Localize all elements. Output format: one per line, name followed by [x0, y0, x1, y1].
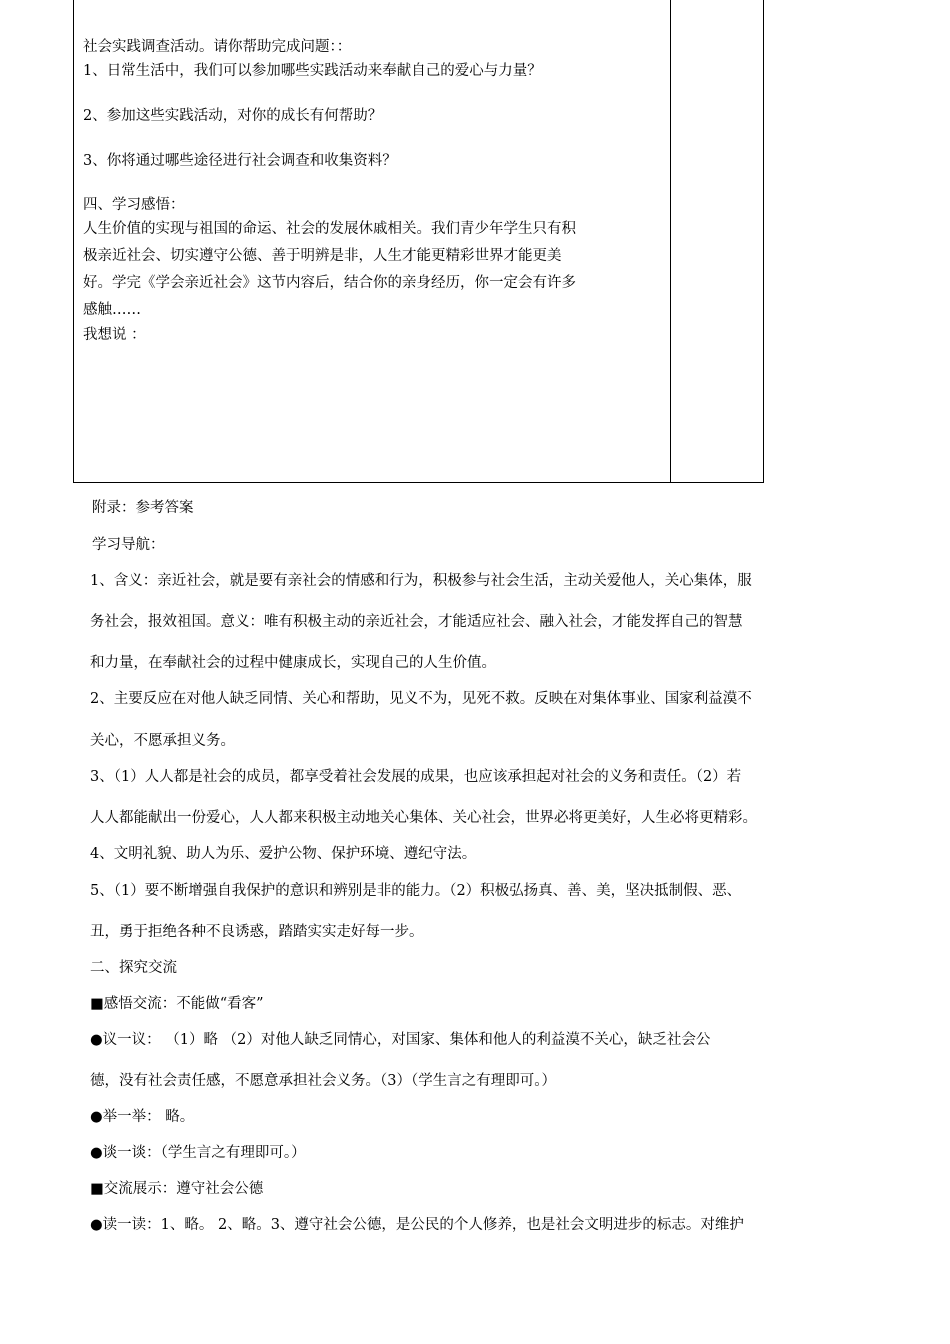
question-2: 2、参加这些实践活动，对你的成长有何帮助？: [83, 108, 383, 124]
section-4-line: 感触……: [83, 302, 141, 318]
answer-line: 关心，不愿承担义务。: [90, 733, 235, 749]
answer-line: 人人都能献出一份爱心，人人都来积极主动地关心集体、关心社会，世界必将更美好，人生必将更精彩。: [90, 810, 757, 826]
section-heading: 二、探究交流: [90, 960, 177, 976]
worksheet-table: [73, 0, 764, 483]
section-4-paragraph: [83, 216, 668, 324]
answer-line: 5、（1）要不断增强自我保护的意识和辨别是非的能力。（2）积极弘扬真、善、美，坚决抵制假、恶、: [90, 883, 742, 899]
section-4-title: 四、学习感悟：: [83, 197, 185, 213]
table-column-divider: [670, 0, 671, 482]
answer-line: 1、含义：亲近社会，就是要有亲社会的情感和行为，积极参与社会生活，主动关爱他人，关心集体，服: [90, 573, 752, 589]
section-4-line: 好。学完《学会亲近社会》这节内容后，结合你的亲身经历，你一定会有许多: [83, 275, 576, 291]
table-cell-content: [83, 36, 668, 346]
answer-line: 2、主要反应在对他人缺乏同情、关心和帮助，见义不为，见死不救。反映在对集体事业、国家利益漠不: [90, 691, 752, 707]
question-3: 3、你将通过哪些途径进行社会调查和收集资料？: [83, 153, 397, 169]
question-1: 1、日常生活中，我们可以参加哪些实践活动来奉献自己的爱心与力量？: [83, 63, 542, 79]
section-4-line: 人生价值的实现与祖国的命运、社会的发展休戚相关。我们青少年学生只有积: [83, 221, 576, 237]
answer-line: 德，没有社会责任感，不愿意承担社会义务。（3）（学生言之有理即可。）: [90, 1073, 556, 1089]
answer-line: 务社会，报效祖国。意义：唯有积极主动的亲近社会，才能适应社会、融入社会，才能发挥自己的智慧: [90, 614, 743, 630]
answer-line: ●读一读：1、略。 2、略。3、遵守社会公德，是公民的个人修养，也是社会文明进步的标志。对维护: [90, 1217, 744, 1233]
section-4-line: 极亲近社会、切实遵守公德、善于明辨是非，人生才能更精彩世界才能更美: [83, 248, 562, 264]
answer-line: 和力量，在奉献社会的过程中健康成长，实现自己的人生价值。: [90, 655, 496, 671]
answer-line: 3、（1）人人都是社会的成员，都享受着社会发展的成果，也应该承担起对社会的义务和责任。（2）若: [90, 769, 742, 785]
answer-line: 丑，勇于拒绝各种不良诱惑，踏踏实实走好每一步。: [90, 924, 424, 940]
study-guide-title: 学习导航：: [92, 537, 165, 553]
answer-line: ●举一举： 略。: [90, 1109, 195, 1125]
sub-heading: ■交流展示：遵守社会公德: [90, 1181, 264, 1197]
appendix-title: 附录：参考答案: [92, 500, 194, 516]
i-want-to-say: 我想说 ：: [83, 327, 146, 343]
activity-intro: 社会实践调查活动。请你帮助完成问题：：: [83, 39, 352, 55]
answer-line: ●谈一谈：（学生言之有理即可。）: [90, 1145, 306, 1161]
answer-line: ●议一议： （1）略 （2）对他人缺乏同情心，对国家、集体和他人的利益漠不关心，缺乏社会公: [90, 1032, 711, 1048]
answer-line: 4、文明礼貌、助人为乐、爱护公物、保护环境、遵纪守法。: [90, 846, 477, 862]
sub-heading: ■感悟交流：不能做“看客”: [90, 996, 264, 1012]
